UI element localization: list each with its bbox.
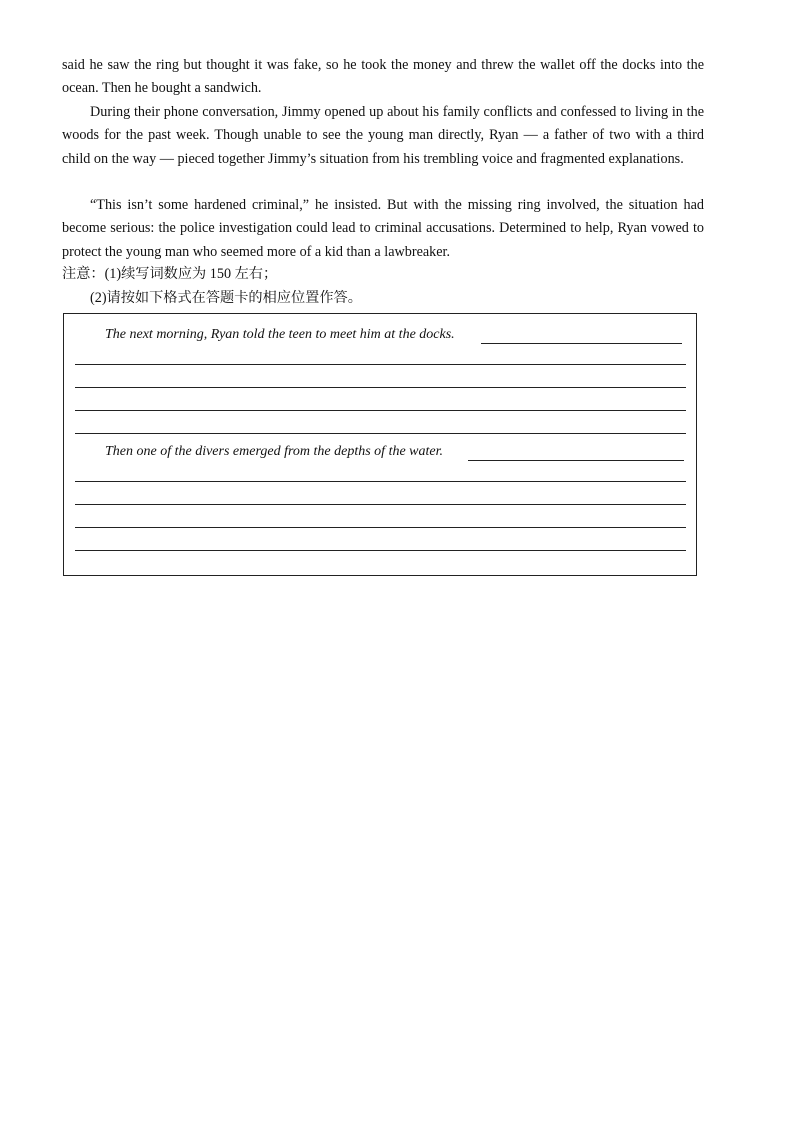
writing-line[interactable] — [75, 504, 686, 505]
passage-paragraph-1: said he saw the ring but thought it was fake, so he took the money and threw the wallet off the docks into the ocean. Then he bought a sandwich. — [62, 57, 704, 97]
writing-line[interactable] — [75, 550, 686, 551]
writing-line[interactable] — [75, 481, 686, 482]
writing-line[interactable] — [75, 527, 686, 528]
continuation-prompt-1: The next morning, Ryan told the teen to meet him at the docks. — [105, 327, 455, 342]
continuation-prompt-2: Then one of the divers emerged from the depths of the water. — [105, 444, 444, 459]
writing-line[interactable] — [75, 433, 686, 434]
writing-line[interactable] — [75, 387, 686, 388]
passage-paragraph-3: “This isn’t some hardened criminal,” he insisted. But with the missing ring involved, the situation had become serious: the police investigation could lead to criminal accusations. Determined to help, Ryan vowed to protect the young man who seemed more of a kid than a lawbreaker. — [62, 197, 704, 260]
writing-line[interactable] — [75, 364, 686, 365]
note-word-count: 注意：(1)续写词数应为 150 左右； — [62, 266, 278, 282]
writing-line[interactable] — [481, 343, 682, 344]
writing-line[interactable] — [75, 410, 686, 411]
answer-box — [63, 313, 697, 576]
writing-line[interactable] — [468, 460, 684, 461]
passage-paragraph-2: During their phone conversation, Jimmy opened up about his family conflicts and confessed to living in the woods for the past week. Though unable to see the young man directly, Ryan — a father of two with a third child on the way — pieced together Jimmy’s situation from his trembling voice and fragmented explanations. — [62, 104, 704, 167]
note-answer-format: (2)请按如下格式在答题卡的相应位置作答。 — [90, 290, 362, 306]
